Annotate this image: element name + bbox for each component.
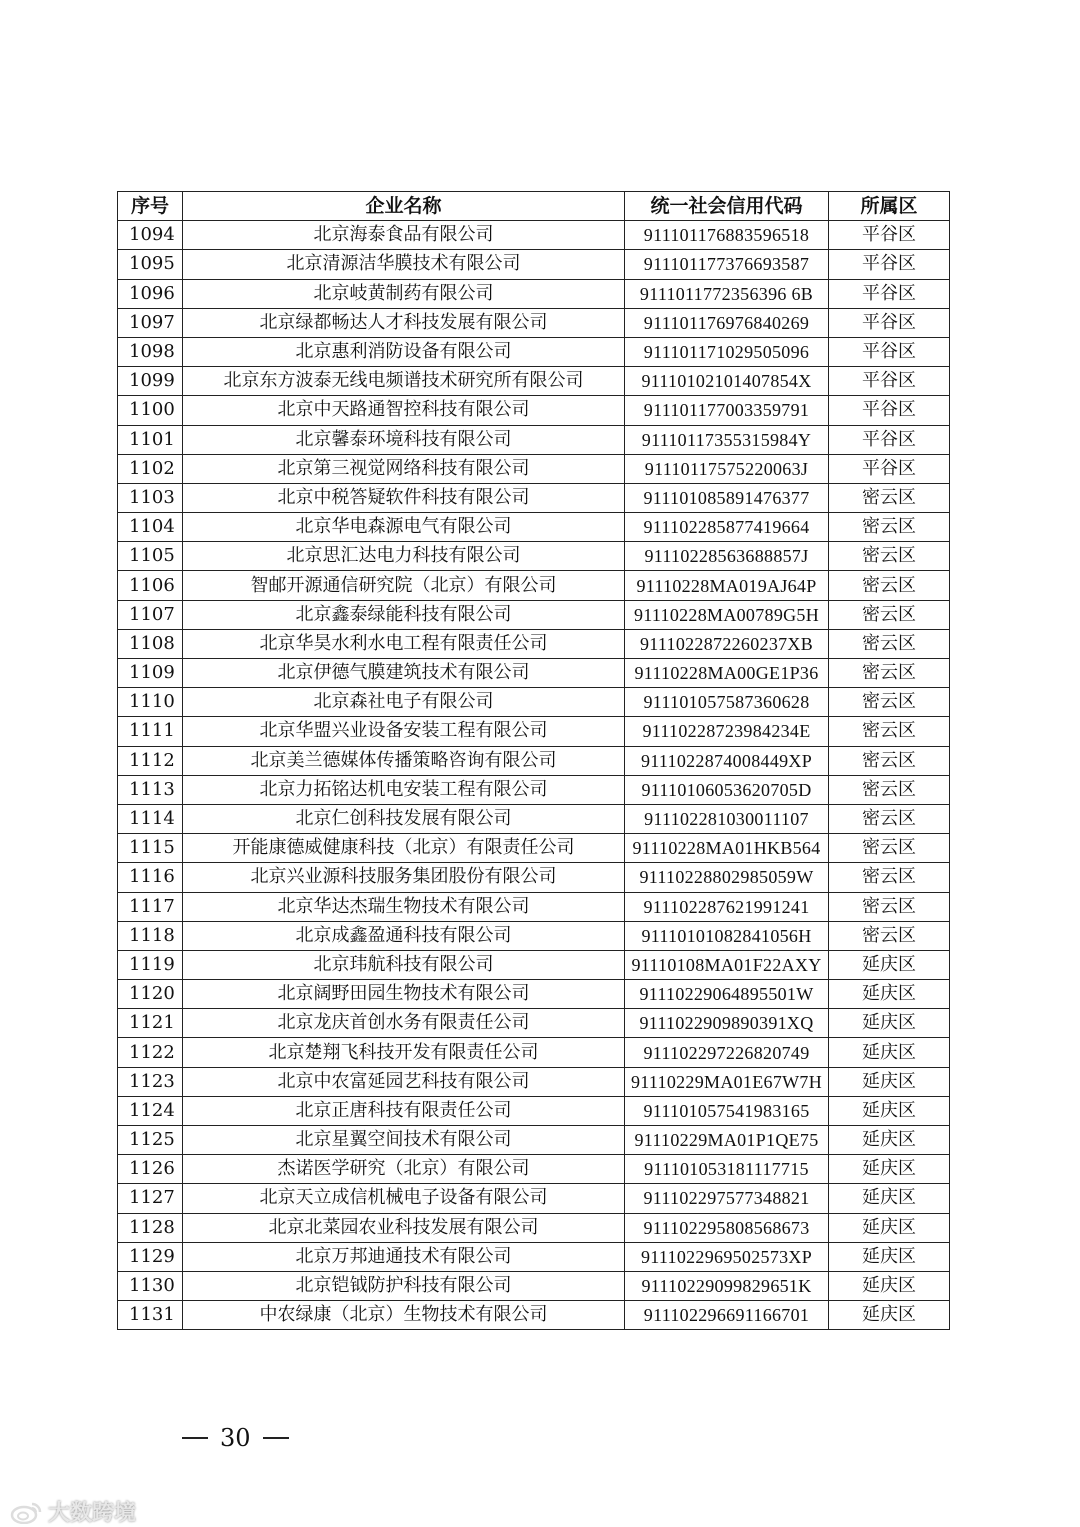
cell-index: 1128 <box>118 1213 183 1242</box>
cell-index: 1120 <box>118 980 183 1009</box>
cell-district: 延庆区 <box>829 1271 950 1300</box>
table-row <box>118 337 950 366</box>
table-body <box>118 221 950 1330</box>
table-row <box>118 1301 950 1330</box>
cell-district: 延庆区 <box>829 1096 950 1125</box>
cell-credit-code: 911102295808568673 <box>625 1213 829 1242</box>
table-row <box>118 1009 950 1038</box>
cell-index: 1118 <box>118 921 183 950</box>
cell-district: 延庆区 <box>829 950 950 979</box>
cell-company-name: 北京华达杰瑞生物技术有限公司 <box>183 892 625 921</box>
table-row <box>118 425 950 454</box>
table-row <box>118 1155 950 1184</box>
cell-company-name: 北京岐黄制药有限公司 <box>183 279 625 308</box>
cell-company-name: 北京东方波泰无线电频谱技术研究所有限公司 <box>183 367 625 396</box>
cell-district: 密云区 <box>829 921 950 950</box>
cell-district: 密云区 <box>829 571 950 600</box>
cell-credit-code: 911101085891476377 <box>625 483 829 512</box>
table-row <box>118 892 950 921</box>
table-row <box>118 483 950 512</box>
cell-index: 1111 <box>118 717 183 746</box>
cell-index: 1122 <box>118 1038 183 1067</box>
cell-index: 1129 <box>118 1242 183 1271</box>
cell-index: 1110 <box>118 688 183 717</box>
table-row <box>118 688 950 717</box>
cell-company-name: 北京惠利消防设备有限公司 <box>183 337 625 366</box>
cell-district: 密云区 <box>829 863 950 892</box>
cell-credit-code: 911101057541983165 <box>625 1096 829 1125</box>
cell-district: 平谷区 <box>829 454 950 483</box>
cell-credit-code: 91110108MA01F22AXY <box>625 950 829 979</box>
cell-company-name: 北京北菜园农业科技发展有限公司 <box>183 1213 625 1242</box>
cell-company-name: 北京中税答疑软件科技有限公司 <box>183 483 625 512</box>
cell-index: 1114 <box>118 804 183 833</box>
cell-company-name: 北京成鑫盈通科技有限公司 <box>183 921 625 950</box>
cell-index: 1099 <box>118 367 183 396</box>
cell-company-name: 北京华昊水利水电工程有限责任公司 <box>183 629 625 658</box>
table-row <box>118 250 950 279</box>
table-row <box>118 921 950 950</box>
watermark <box>10 1496 136 1527</box>
cell-index: 1115 <box>118 834 183 863</box>
cell-credit-code: 91110229099829651K <box>625 1271 829 1300</box>
cell-district: 平谷区 <box>829 221 950 250</box>
cell-company-name: 北京鑫泰绿能科技有限公司 <box>183 600 625 629</box>
cell-district: 平谷区 <box>829 425 950 454</box>
cell-index: 1125 <box>118 1126 183 1155</box>
cell-credit-code: 91110228MA019AJ64P <box>625 571 829 600</box>
cell-index: 1107 <box>118 600 183 629</box>
cell-index: 1096 <box>118 279 183 308</box>
cell-company-name: 北京华电森源电气有限公司 <box>183 513 625 542</box>
cell-index: 1130 <box>118 1271 183 1300</box>
table-row <box>118 1038 950 1067</box>
cell-district: 密云区 <box>829 775 950 804</box>
cell-credit-code: 911102297226820749 <box>625 1038 829 1067</box>
footer-dash-left <box>182 1437 208 1439</box>
cell-credit-code: 9111022909890391XQ <box>625 1009 829 1038</box>
cell-company-name: 北京万邦迪通技术有限公司 <box>183 1242 625 1271</box>
cell-credit-code: 91110106053620705D <box>625 775 829 804</box>
cell-district: 平谷区 <box>829 308 950 337</box>
page-footer <box>170 1424 301 1452</box>
cell-index: 1104 <box>118 513 183 542</box>
cell-company-name: 开能康德威健康科技（北京）有限责任公司 <box>183 834 625 863</box>
cell-credit-code: 9111011772356396 6B <box>625 279 829 308</box>
cell-index: 1124 <box>118 1096 183 1125</box>
page-number: 30 <box>220 1424 251 1452</box>
cell-index: 1126 <box>118 1155 183 1184</box>
cell-district: 延庆区 <box>829 1067 950 1096</box>
cell-district: 密云区 <box>829 746 950 775</box>
cell-index: 1131 <box>118 1301 183 1330</box>
table-row <box>118 396 950 425</box>
header-credit-code: 统一社会信用代码 <box>625 192 829 221</box>
footer-dash-right <box>263 1437 289 1439</box>
cell-district: 延庆区 <box>829 1213 950 1242</box>
cell-district: 平谷区 <box>829 250 950 279</box>
header-index: 序号 <box>118 192 183 221</box>
cell-index: 1108 <box>118 629 183 658</box>
cell-company-name: 北京兴业源科技服务集团股份有限公司 <box>183 863 625 892</box>
cell-credit-code: 9111022874008449XP <box>625 746 829 775</box>
cell-index: 1103 <box>118 483 183 512</box>
cell-index: 1117 <box>118 892 183 921</box>
company-table <box>117 191 950 1330</box>
cell-district: 平谷区 <box>829 279 950 308</box>
table-row <box>118 1126 950 1155</box>
cell-district: 延庆区 <box>829 980 950 1009</box>
table-row <box>118 542 950 571</box>
cell-index: 1127 <box>118 1184 183 1213</box>
cell-company-name: 北京玮航科技有限公司 <box>183 950 625 979</box>
cell-index: 1102 <box>118 454 183 483</box>
cell-company-name: 北京力拓铭达机电安装工程有限公司 <box>183 775 625 804</box>
cell-credit-code: 911101176976840269 <box>625 308 829 337</box>
table-row <box>118 1184 950 1213</box>
weibo-icon <box>10 1500 44 1524</box>
cell-district: 延庆区 <box>829 1009 950 1038</box>
cell-district: 延庆区 <box>829 1126 950 1155</box>
cell-index: 1123 <box>118 1067 183 1096</box>
cell-index: 1106 <box>118 571 183 600</box>
table-header-row <box>118 192 950 221</box>
cell-credit-code: 91110228MA00GE1P36 <box>625 659 829 688</box>
table-row <box>118 367 950 396</box>
cell-company-name: 北京星翼空间技术有限公司 <box>183 1126 625 1155</box>
cell-index: 1119 <box>118 950 183 979</box>
cell-credit-code: 911101176883596518 <box>625 221 829 250</box>
cell-district: 平谷区 <box>829 337 950 366</box>
cell-credit-code: 91110228723984234E <box>625 717 829 746</box>
cell-district: 密云区 <box>829 688 950 717</box>
cell-district: 密云区 <box>829 600 950 629</box>
cell-company-name: 北京美兰德媒体传播策略咨询有限公司 <box>183 746 625 775</box>
cell-index: 1116 <box>118 863 183 892</box>
cell-district: 密云区 <box>829 717 950 746</box>
cell-credit-code: 911102281030011107 <box>625 804 829 833</box>
table-row <box>118 1096 950 1125</box>
cell-index: 1098 <box>118 337 183 366</box>
cell-credit-code: 911102296691166701 <box>625 1301 829 1330</box>
table-row <box>118 221 950 250</box>
cell-credit-code: 911101177003359791 <box>625 396 829 425</box>
cell-index: 1095 <box>118 250 183 279</box>
cell-company-name: 北京第三视觉网络科技有限公司 <box>183 454 625 483</box>
cell-company-name: 北京思汇达电力科技有限公司 <box>183 542 625 571</box>
cell-district: 延庆区 <box>829 1301 950 1330</box>
cell-credit-code: 911101057587360628 <box>625 688 829 717</box>
cell-company-name: 北京伊德气膜建筑技术有限公司 <box>183 659 625 688</box>
cell-index: 1094 <box>118 221 183 250</box>
table-row <box>118 454 950 483</box>
cell-index: 1113 <box>118 775 183 804</box>
cell-district: 密云区 <box>829 804 950 833</box>
cell-district: 延庆区 <box>829 1155 950 1184</box>
cell-credit-code: 911102287621991241 <box>625 892 829 921</box>
table-row <box>118 950 950 979</box>
cell-company-name: 北京绿都畅达人才科技发展有限公司 <box>183 308 625 337</box>
cell-district: 密云区 <box>829 483 950 512</box>
cell-company-name: 北京馨泰环境科技有限公司 <box>183 425 625 454</box>
table-row <box>118 1271 950 1300</box>
header-company-name: 企业名称 <box>183 192 625 221</box>
cell-company-name: 北京海泰食品有限公司 <box>183 221 625 250</box>
cell-district: 密云区 <box>829 542 950 571</box>
cell-company-name: 北京铠钺防护科技有限公司 <box>183 1271 625 1300</box>
cell-company-name: 北京天立成信机械电子设备有限公司 <box>183 1184 625 1213</box>
cell-credit-code: 911101171029505096 <box>625 337 829 366</box>
cell-index: 1121 <box>118 1009 183 1038</box>
cell-district: 密云区 <box>829 892 950 921</box>
table-row <box>118 775 950 804</box>
cell-company-name: 北京森社电子有限公司 <box>183 688 625 717</box>
cell-company-name: 北京华盟兴业设备安装工程有限公司 <box>183 717 625 746</box>
cell-index: 1101 <box>118 425 183 454</box>
table-row <box>118 513 950 542</box>
table-row <box>118 834 950 863</box>
cell-district: 密云区 <box>829 834 950 863</box>
cell-district: 延庆区 <box>829 1184 950 1213</box>
cell-district: 密云区 <box>829 659 950 688</box>
cell-company-name: 北京阔野田园生物技术有限公司 <box>183 980 625 1009</box>
cell-index: 1097 <box>118 308 183 337</box>
table-row <box>118 571 950 600</box>
cell-credit-code: 91110228MA00789G5H <box>625 600 829 629</box>
cell-credit-code: 911102285877419664 <box>625 513 829 542</box>
cell-district: 延庆区 <box>829 1242 950 1271</box>
table-row <box>118 746 950 775</box>
cell-credit-code: 91110228802985059W <box>625 863 829 892</box>
cell-credit-code: 91110117355315984Y <box>625 425 829 454</box>
cell-index: 1112 <box>118 746 183 775</box>
table-row <box>118 600 950 629</box>
cell-company-name: 北京正唐科技有限责任公司 <box>183 1096 625 1125</box>
cell-district: 平谷区 <box>829 396 950 425</box>
table-row <box>118 980 950 1009</box>
cell-credit-code: 911101177376693587 <box>625 250 829 279</box>
cell-credit-code: 9111022872260237XB <box>625 629 829 658</box>
cell-district: 平谷区 <box>829 367 950 396</box>
cell-company-name: 北京清源洁华膜技术有限公司 <box>183 250 625 279</box>
cell-company-name: 北京龙庆首创水务有限责任公司 <box>183 1009 625 1038</box>
cell-company-name: 智邮开源通信研究院（北京）有限公司 <box>183 571 625 600</box>
cell-company-name: 中农绿康（北京）生物技术有限公司 <box>183 1301 625 1330</box>
table-row <box>118 717 950 746</box>
cell-credit-code: 91110102101407854X <box>625 367 829 396</box>
cell-district: 密云区 <box>829 629 950 658</box>
table-row <box>118 1213 950 1242</box>
table-row <box>118 1242 950 1271</box>
cell-index: 1109 <box>118 659 183 688</box>
table-row <box>118 279 950 308</box>
cell-company-name: 北京中农富延园艺科技有限公司 <box>183 1067 625 1096</box>
cell-company-name: 北京仁创科技发展有限公司 <box>183 804 625 833</box>
cell-index: 1100 <box>118 396 183 425</box>
table-row <box>118 863 950 892</box>
cell-credit-code: 91110117575220063J <box>625 454 829 483</box>
cell-credit-code: 91110229064895501W <box>625 980 829 1009</box>
cell-credit-code: 91110101082841056H <box>625 921 829 950</box>
cell-credit-code: 91110229MA01E67W7H <box>625 1067 829 1096</box>
cell-index: 1105 <box>118 542 183 571</box>
cell-credit-code: 91110229MA01P1QE75 <box>625 1126 829 1155</box>
cell-credit-code: 91110228563688857J <box>625 542 829 571</box>
cell-credit-code: 911101053181117715 <box>625 1155 829 1184</box>
cell-company-name: 杰诺医学研究（北京）有限公司 <box>183 1155 625 1184</box>
table-row <box>118 804 950 833</box>
cell-company-name: 北京楚翔飞科技开发有限责任公司 <box>183 1038 625 1067</box>
cell-district: 密云区 <box>829 513 950 542</box>
table-row <box>118 629 950 658</box>
cell-company-name: 北京中天路通智控科技有限公司 <box>183 396 625 425</box>
cell-credit-code: 9111022969502573XP <box>625 1242 829 1271</box>
cell-district: 延庆区 <box>829 1038 950 1067</box>
table-row <box>118 659 950 688</box>
header-district: 所属区 <box>829 192 950 221</box>
table-row <box>118 1067 950 1096</box>
cell-credit-code: 91110228MA01HKB564 <box>625 834 829 863</box>
table-row <box>118 308 950 337</box>
watermark-text: 大数跨境 <box>48 1501 137 1526</box>
cell-credit-code: 911102297577348821 <box>625 1184 829 1213</box>
